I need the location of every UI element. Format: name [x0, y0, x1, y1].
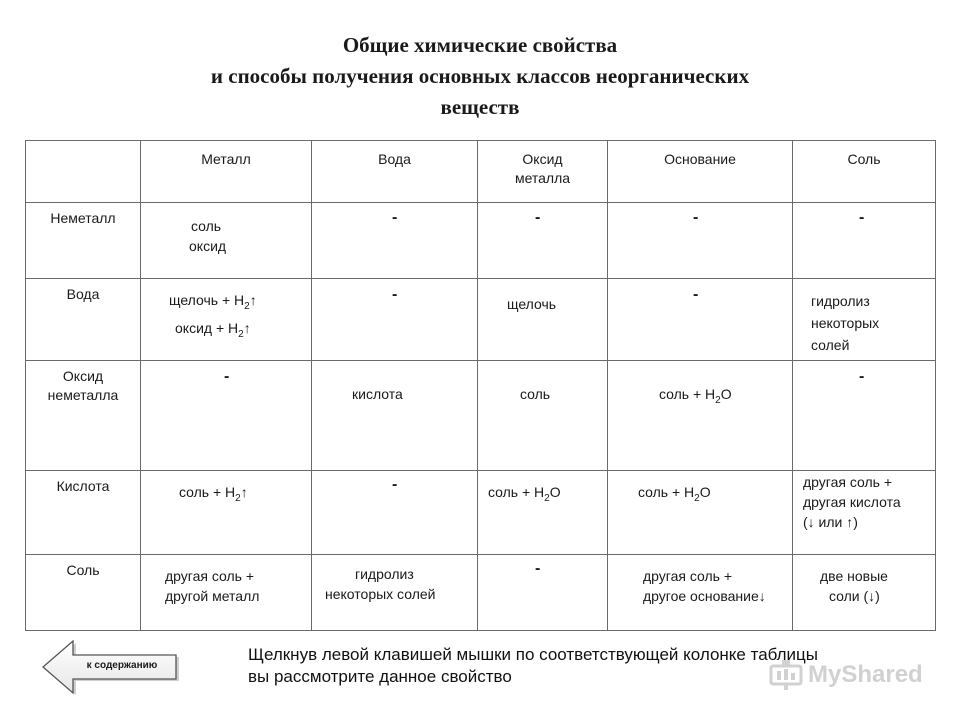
cell-text: щелочь + $H_2↑$: [169, 292, 257, 312]
cell-water-metal[interactable]: [141, 279, 312, 361]
title-line-1: Общие химические свойства: [342, 33, 618, 57]
cell-salt-base[interactable]: [608, 555, 793, 631]
cell-text: соль: [191, 218, 222, 234]
cell-acid-base[interactable]: [608, 471, 793, 555]
cell-text: соль + $H_2↑$: [179, 484, 248, 504]
table-row: [26, 279, 936, 361]
cell-text: другая соль +: [803, 474, 893, 490]
dash-mark: -: [392, 476, 398, 493]
cell-oxide-salt[interactable]: [793, 361, 936, 471]
column-header-metal-oxide[interactable]: [478, 141, 608, 203]
cell-water-oxide[interactable]: [478, 279, 608, 361]
dash-mark: -: [693, 209, 699, 226]
column-header-base[interactable]: Основание: [608, 141, 793, 203]
cell-text: солей: [811, 337, 850, 353]
title-line-3: веществ: [440, 95, 520, 119]
corner-cell: [26, 141, 141, 203]
dash-mark: -: [859, 368, 865, 385]
cell-text: щелочь: [507, 296, 557, 312]
cell-text: другое основание↓: [643, 588, 766, 604]
column-header-metal[interactable]: Металл: [141, 141, 312, 203]
title-line-2: и способы получения основных классов неорганических: [210, 64, 750, 88]
cell-text: гидролиз: [355, 566, 414, 582]
cell-oxide-metal[interactable]: [141, 361, 312, 471]
back-button-label: к содержанию: [86, 660, 158, 671]
table-row: [26, 203, 936, 279]
cell-text: некоторых солей: [325, 586, 436, 602]
cell-water-base[interactable]: [608, 279, 793, 361]
cell-text: соль: [520, 386, 551, 402]
cell-text: другой металл: [165, 588, 260, 604]
table-row: [26, 555, 936, 631]
dash-mark: -: [224, 368, 230, 385]
cell-text: некоторых: [811, 315, 880, 331]
cell-text: соли (↓): [829, 588, 880, 604]
dash-mark: -: [392, 286, 398, 303]
cell-water-water[interactable]: [312, 279, 478, 361]
cell-text: другая соль +: [165, 568, 255, 584]
cell-acid-water[interactable]: [312, 471, 478, 555]
column-header-water[interactable]: Вода: [312, 141, 478, 203]
cell-water-salt[interactable]: [793, 279, 936, 361]
header-oxide-line-2: металла: [514, 170, 571, 186]
cell-text: (↓ или ↑): [803, 514, 858, 530]
dash-mark: -: [693, 286, 699, 303]
cell-text: другая кислота: [803, 494, 901, 510]
dash-mark: -: [859, 209, 865, 226]
dash-mark: -: [392, 209, 398, 226]
cell-nonmetal-water[interactable]: [312, 203, 478, 279]
cell-text: гидролиз: [811, 293, 870, 309]
row-header-water: Вода: [26, 279, 141, 361]
cell-acid-metal[interactable]: [141, 471, 312, 555]
cell-text: соль + $H_2O$: [659, 386, 732, 406]
cell-nonmetal-metal[interactable]: [141, 203, 312, 279]
table-header-row: [26, 141, 936, 203]
table-row: [26, 361, 936, 471]
cell-salt-salt[interactable]: [793, 555, 936, 631]
row-header-acid: Кислота: [26, 471, 141, 555]
cell-text: оксид + $H_2↑$: [175, 320, 251, 340]
presentation-icon: [768, 658, 804, 692]
cell-salt-water[interactable]: [312, 555, 478, 631]
cell-nonmetal-salt[interactable]: [793, 203, 936, 279]
cell-nonmetal-base[interactable]: [608, 203, 793, 279]
instruction-text: Щелкнув левой клавишей мышки по соответствующей колонке таблицы вы рассмотрите данное свойство: [248, 645, 819, 686]
cell-oxide-oxide[interactable]: [478, 361, 608, 471]
cell-acid-oxide[interactable]: [478, 471, 608, 555]
cell-text: оксид: [189, 238, 227, 254]
cell-text: две новые: [820, 568, 888, 584]
cell-text: кислота: [352, 386, 403, 402]
cell-text: соль + $H_2O$: [638, 484, 711, 504]
cell-oxide-water[interactable]: [312, 361, 478, 471]
row-header-nonmetal-oxide: Оксид неметалла: [26, 361, 141, 471]
cell-text: другая соль +: [643, 568, 733, 584]
dash-mark: -: [535, 209, 541, 226]
cell-nonmetal-oxide[interactable]: [478, 203, 608, 279]
cell-salt-metal[interactable]: [141, 555, 312, 631]
cell-text: соль + $H_2O$: [488, 484, 561, 504]
cell-salt-oxide[interactable]: [478, 555, 608, 631]
page-title: [0, 30, 960, 123]
row-header-salt: Соль: [26, 555, 141, 631]
properties-table: [25, 140, 936, 631]
cell-oxide-base[interactable]: [608, 361, 793, 471]
header-oxide-line-1: Оксид: [522, 151, 563, 167]
back-to-contents-button[interactable]: [40, 638, 180, 696]
dash-mark: -: [535, 560, 541, 577]
table-row: [26, 471, 936, 555]
watermark-text: MyShared: [808, 661, 923, 688]
cell-acid-salt[interactable]: [793, 471, 936, 555]
row-header-nonmetal: Неметалл: [26, 203, 141, 279]
column-header-salt[interactable]: Соль: [793, 141, 936, 203]
watermark: [768, 658, 938, 694]
